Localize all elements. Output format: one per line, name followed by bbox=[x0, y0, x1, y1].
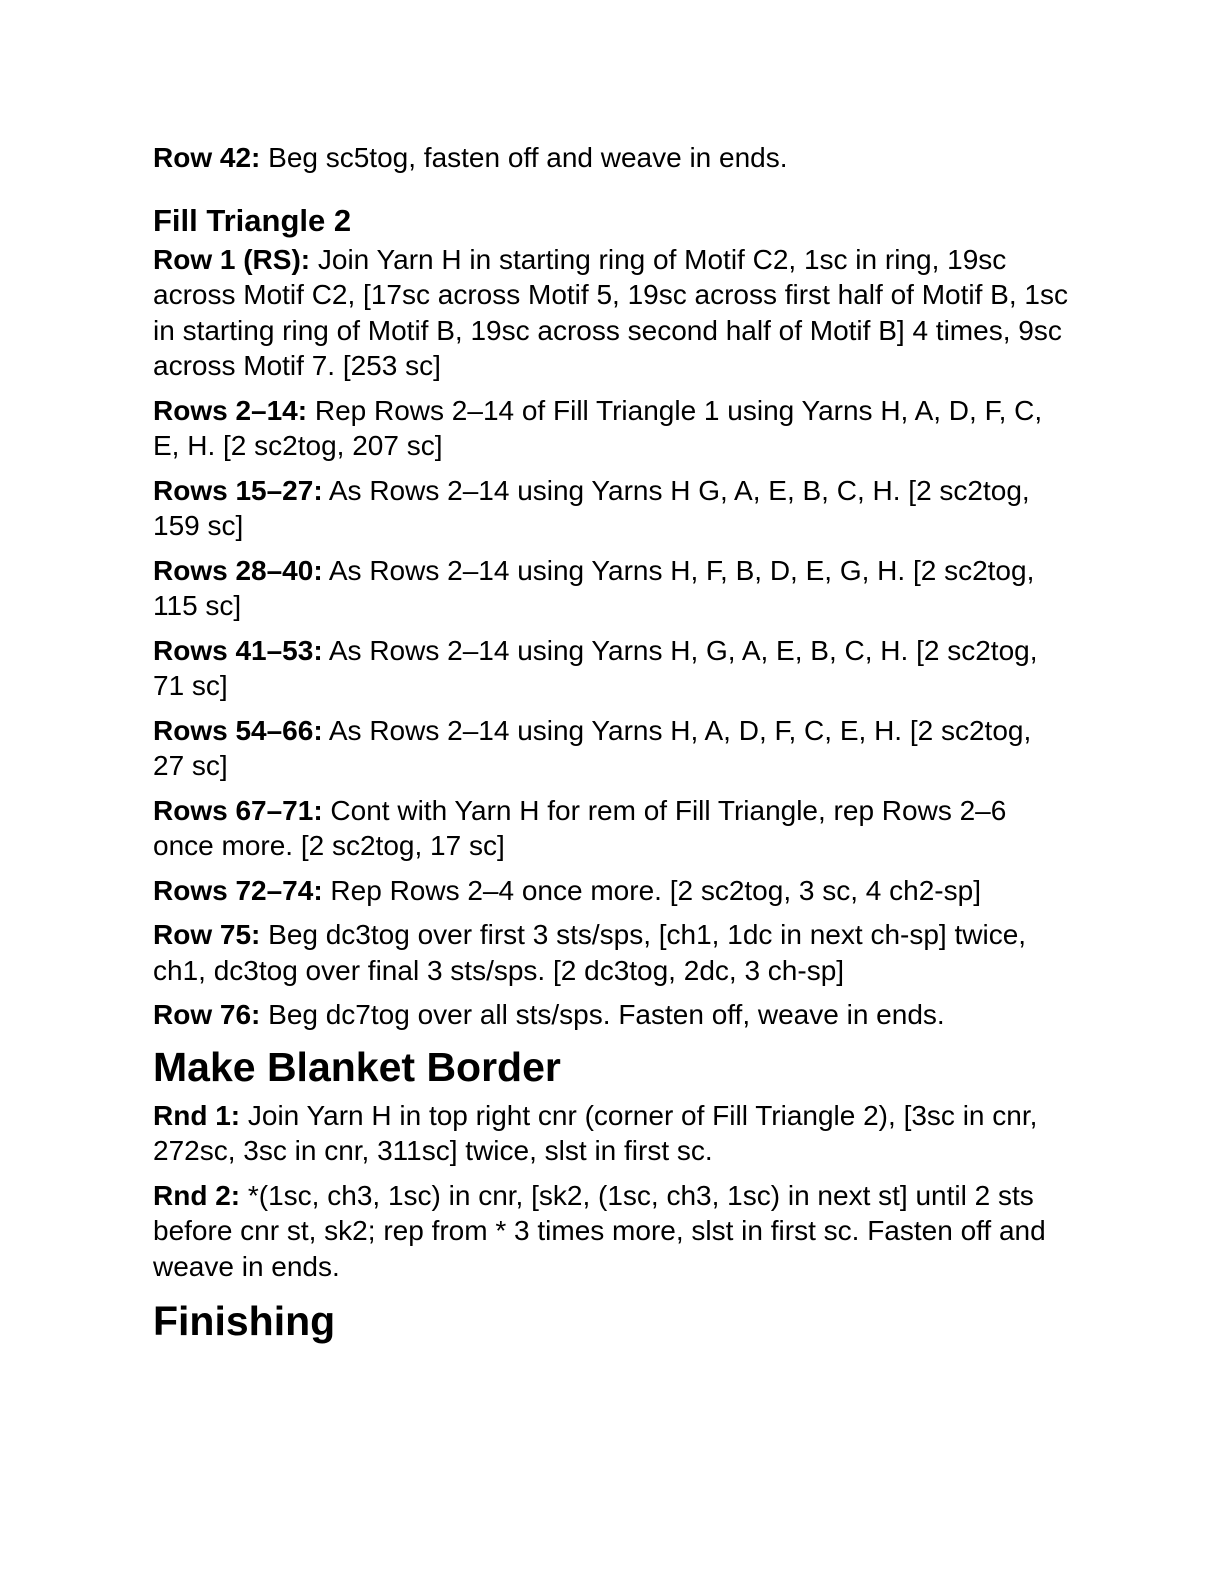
row-label: Row 75: bbox=[153, 919, 261, 950]
row-instruction bbox=[153, 793, 1068, 864]
row-text: Beg sc5tog, fasten off and weave in ends. bbox=[260, 142, 788, 173]
round-label: Rnd 2: bbox=[153, 1179, 241, 1211]
row-label: Row 76: bbox=[153, 999, 261, 1030]
row-42 bbox=[153, 140, 1068, 176]
round-label: Rnd 1: bbox=[153, 1099, 241, 1131]
row-text: As Rows 2–14 using Yarns H, A, D, F, C, E, H. [2 sc2tog, 27 sc] bbox=[153, 714, 1032, 781]
row-text: As Rows 2–14 using Yarns H, F, B, D, E, G, H. [2 sc2tog, 115 sc] bbox=[153, 554, 1035, 621]
row-instruction bbox=[153, 393, 1068, 464]
row-text: Rep Rows 2–14 of Fill Triangle 1 using Yarns H, A, D, F, C, E, H. [2 sc2tog, 207 sc] bbox=[153, 394, 1043, 461]
row-instruction bbox=[153, 713, 1068, 784]
row-instruction bbox=[153, 242, 1068, 384]
row-label: Rows 15–27: bbox=[153, 474, 323, 506]
row-label: Rows 41–53: bbox=[153, 634, 323, 666]
blanket-border-heading: Make Blanket Border bbox=[153, 1043, 561, 1090]
round-text: *(1sc, ch3, 1sc) in cnr, [sk2, (1sc, ch3, 1sc) in next st] until 2 sts before cnr st, sk2; rep from * 3 times more, slst in first sc. Fasten off and weave in ends. bbox=[153, 1179, 1046, 1282]
row-text: Beg dc7tog over all sts/sps. Fasten off, weave in ends. bbox=[260, 999, 945, 1030]
row-instruction bbox=[153, 873, 1068, 909]
row-label: Rows 54–66: bbox=[153, 714, 323, 746]
round-instruction bbox=[153, 1178, 1068, 1285]
row-label: Rows 2–14: bbox=[153, 394, 308, 426]
row-text: As Rows 2–14 using Yarns H, G, A, E, B, C, H. [2 sc2tog, 71 sc] bbox=[153, 634, 1038, 701]
row-instruction bbox=[153, 553, 1068, 624]
row-label: Row 42: bbox=[153, 142, 261, 173]
document-page bbox=[153, 140, 1068, 1352]
row-label: Rows 67–71: bbox=[153, 794, 323, 826]
row-label: Rows 72–74: bbox=[153, 874, 323, 906]
row-instruction bbox=[153, 997, 1068, 1033]
row-label: Row 1 (RS): bbox=[153, 243, 311, 275]
round-text: Join Yarn H in top right cnr (corner of Fill Triangle 2), [3sc in cnr, 272sc, 3sc in cnr, 311sc] twice, slst in first sc. bbox=[153, 1099, 1038, 1166]
row-text: Join Yarn H in starting ring of Motif C2, 1sc in ring, 19sc across Motif C2, [17sc across Motif 5, 19sc across first half of Motif B, 1sc in starting ring of Motif B, 19sc across second half of Motif B] 4 times, 9sc across Motif 7. [253 sc] bbox=[153, 243, 1068, 381]
fill-triangle-2-heading: Fill Triangle 2 bbox=[153, 202, 352, 238]
row-text: Beg dc3tog over first 3 sts/sps, [ch1, 1dc in next ch-sp] twice, ch1, dc3tog over final 3 sts/sps. [2 dc3tog, 2dc, 3 ch-sp] bbox=[153, 919, 1027, 986]
row-label: Rows 28–40: bbox=[153, 554, 323, 586]
row-text: Cont with Yarn H for rem of Fill Triangle, rep Rows 2–6 once more. [2 sc2tog, 17 sc] bbox=[153, 794, 1007, 861]
finishing-heading: Finishing bbox=[153, 1298, 336, 1344]
row-text: As Rows 2–14 using Yarns H G, A, E, B, C, H. [2 sc2tog, 159 sc] bbox=[153, 474, 1030, 541]
row-instruction bbox=[153, 917, 1068, 988]
row-instruction bbox=[153, 473, 1068, 544]
round-instruction bbox=[153, 1098, 1068, 1169]
row-instruction bbox=[153, 633, 1068, 704]
row-text: Rep Rows 2–4 once more. [2 sc2tog, 3 sc, 4 ch2-sp] bbox=[322, 874, 981, 906]
